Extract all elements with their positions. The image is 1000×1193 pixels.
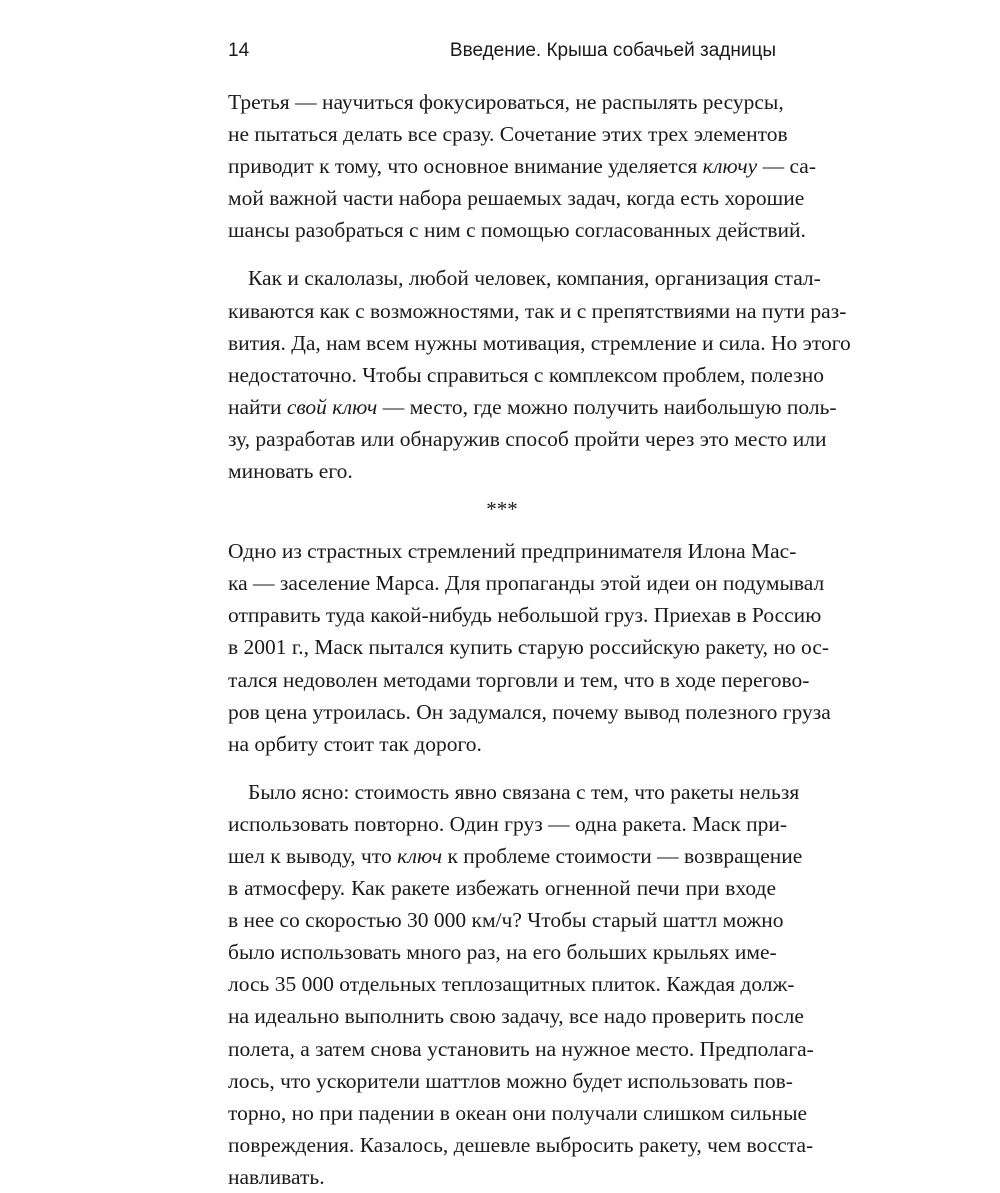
text-line: отправить туда какой-нибудь небольшой груз. Приехав в Россию (228, 603, 822, 628)
text-line: миновать его. (228, 459, 353, 484)
book-page (228, 0, 851, 1189)
text-line: полета, а затем снова установить на нужное место. Предполага- (228, 1036, 814, 1061)
text-line: Третья — научиться фокусироваться, не распылять ресурсы, (228, 90, 784, 114)
body-text (228, 86, 851, 1193)
text-line: на идеально выполнить свою задачу, все надо проверить после (228, 1004, 804, 1029)
text-line: на орбиту стоит так дорого. (228, 731, 482, 756)
text-line: недостаточно. Чтобы справиться с комплексом проблем, полезно (228, 362, 824, 387)
text-run: приводит к тому, что основное внимание уделяется (228, 154, 703, 179)
page-number: 14 (228, 40, 250, 61)
text-line: лось 35 000 отдельных теплозащитных плиток. Каждая долж- (228, 972, 795, 997)
text-line: в 2001 г., Маск пытался купить старую российскую ракету, но ос- (228, 635, 830, 660)
text-line (228, 840, 803, 872)
text-line: вития. Да, нам всем нужны мотивация, стремление и сила. Но этого (228, 330, 851, 355)
text-run: — са- (757, 154, 816, 179)
text-line: навливать. (228, 1164, 325, 1189)
text-line: тался недоволен методами торговли и тем, что в ходе перегово- (228, 667, 810, 692)
text-line: торно, но при падении в океан они получали слишком сильные (228, 1100, 808, 1125)
text-line: Как и скалолазы, любой человек, компания, организация стал- (248, 266, 821, 291)
emphasis-key: ключ (397, 843, 443, 868)
emphasis-own-key: свой ключ (286, 394, 378, 419)
section-separator: *** (486, 497, 518, 522)
text-run: найти (228, 394, 287, 419)
text-run: к проблеме стоимости — возвращение (442, 843, 803, 868)
paragraph-2 (228, 262, 851, 487)
paragraph-1 (228, 86, 816, 246)
text-line: шансы разобраться с ним с помощью согласованных действий. (228, 218, 806, 243)
text-run: шел к выводу, что (228, 843, 398, 868)
text-line: ка — заселение Марса. Для пропаганды этой идеи он подумывал (228, 571, 825, 596)
text-line: ров цена утроилась. Он задумался, почему вывод полезного груза (228, 699, 831, 724)
text-line: киваются как с возможностями, так и с препятствиями на пути раз- (228, 298, 847, 323)
text-line (228, 391, 837, 423)
text-line: использовать повторно. Один груз — одна ракета. Маск при- (228, 811, 788, 836)
text-line: в нее со скоростью 30 000 км/ч? Чтобы старый шаттл можно (228, 908, 784, 933)
text-line (228, 150, 816, 182)
text-run: — место, где можно получить наибольшую поль- (377, 394, 837, 419)
text-line: не пытаться делать все сразу. Сочетание этих трех элементов (228, 122, 788, 147)
text-line: мой важной части набора решаемых задач, когда есть хорошие (228, 186, 805, 211)
chapter-title: Введение. Крыша собачьей задницы (449, 40, 776, 61)
text-line: лось, что ускорители шаттлов можно будет использовать пов- (228, 1068, 793, 1093)
paragraph-4 (228, 776, 814, 1193)
text-line: в атмосферу. Как ракете избежать огненной печи при входе (228, 876, 776, 901)
text-line: Одно из страстных стремлений предпринимателя Илона Мас- (228, 539, 797, 564)
paragraph-3 (228, 535, 831, 760)
running-head (228, 36, 776, 66)
text-line: было использовать много раз, на его больших крыльях име- (228, 940, 777, 965)
text-line: повреждения. Казалось, дешевле выбросить ракету, чем восста- (228, 1132, 814, 1157)
text-line: зу, разработав или обнаружив способ пройти через это место или (228, 426, 827, 451)
emphasis-key: ключу (702, 154, 758, 179)
text-line: Было ясно: стоимость явно связана с тем, что ракеты нельзя (248, 779, 800, 804)
